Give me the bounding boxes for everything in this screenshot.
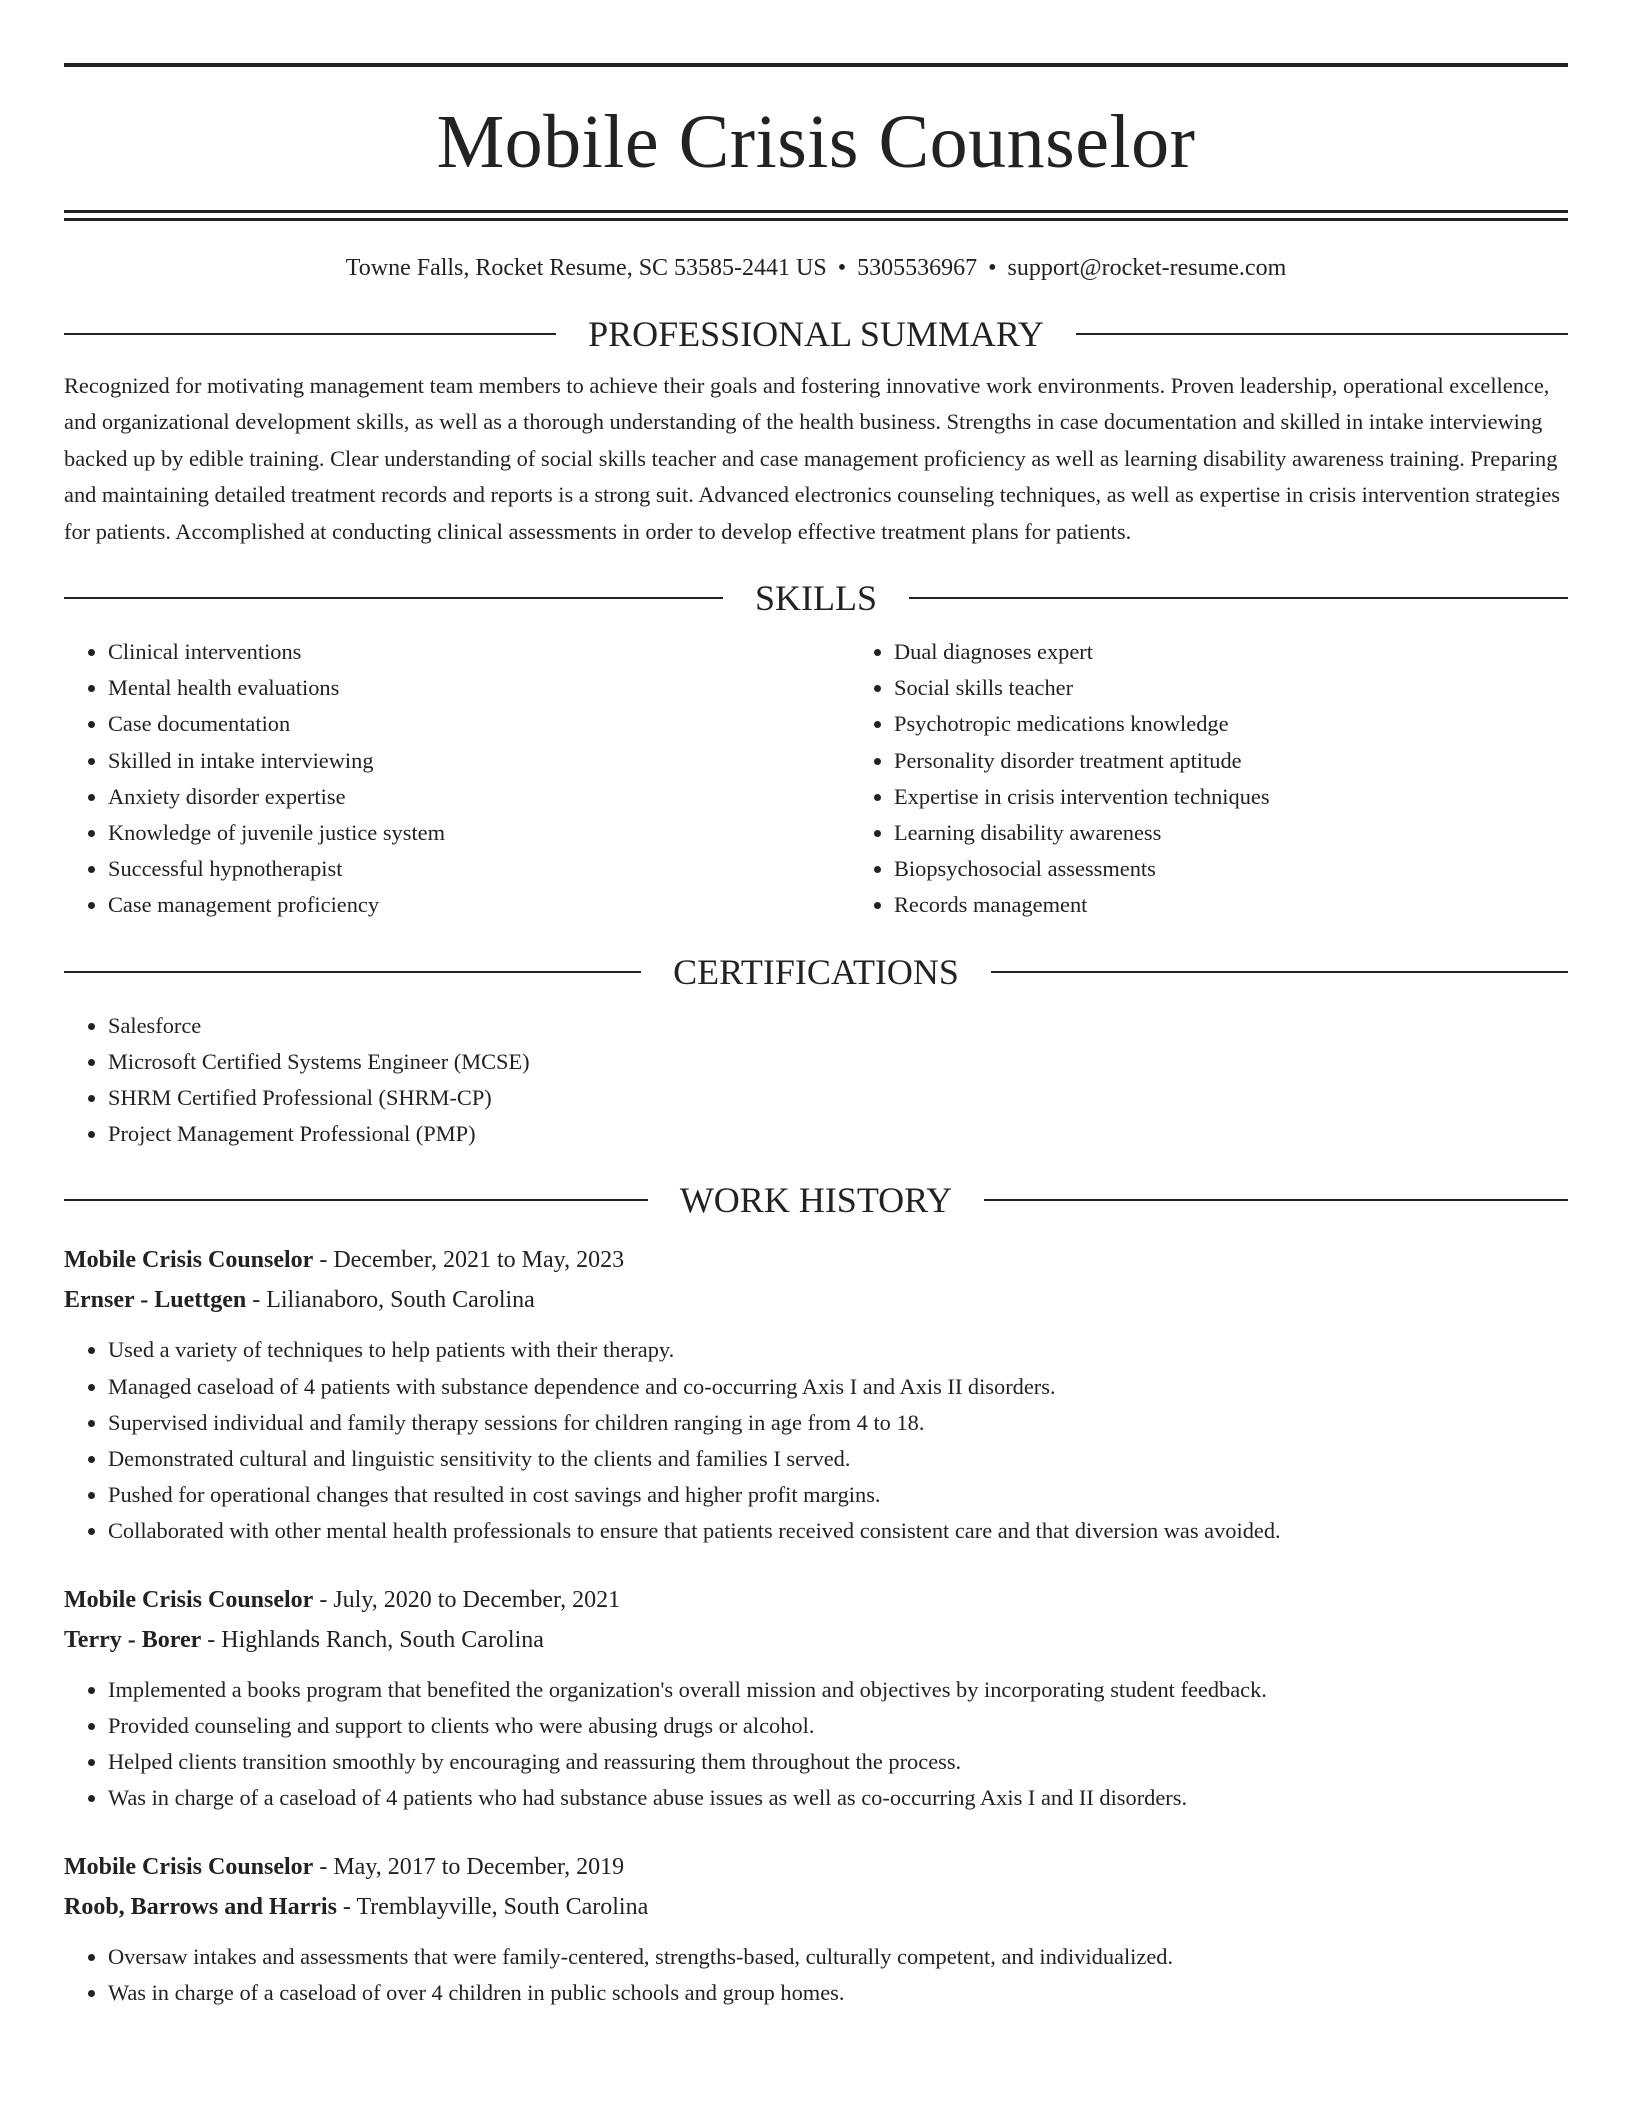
job-bullet: • Oversaw intakes and assessments that were family-centered, strengths-based, culturally competent, and individualized. xyxy=(108,1939,1568,1975)
skill-item: • Skilled in intake interviewing xyxy=(108,743,850,779)
skill-item: • Case management proficiency xyxy=(108,887,850,923)
skills-list-left xyxy=(64,634,850,924)
job-bullets xyxy=(64,1672,1568,1817)
job-title: Mobile Crisis Counselor xyxy=(64,1853,314,1880)
job-entry xyxy=(64,1240,1568,1549)
job-bullet: • Collaborated with other mental health professionals to ensure that patients received consistent care and that diversion was avoided. xyxy=(108,1513,1568,1549)
section-heading-certifications xyxy=(64,950,1568,994)
contact-email: support@rocket-resume.com xyxy=(1007,255,1287,281)
job-bullet: • Helped clients transition smoothly by encouraging and reassuring them throughout the process. xyxy=(108,1744,1568,1780)
section-title: SKILLS xyxy=(755,578,878,619)
skill-item: • Knowledge of juvenile justice system xyxy=(108,815,850,851)
job-title-line xyxy=(64,1847,1568,1887)
job-location: - Tremblayville, South Carolina xyxy=(336,1893,649,1920)
certification-item: • Salesforce xyxy=(108,1008,1568,1044)
skill-item: • Expertise in crisis intervention techniques xyxy=(894,779,1632,815)
job-location: - Lilianaboro, South Carolina xyxy=(246,1287,535,1314)
job-entry xyxy=(64,1580,1568,1817)
section-title: CERTIFICATIONS xyxy=(673,951,959,992)
job-bullet: • Implemented a books program that benefited the organization's overall mission and objectives by incorporating student feedback. xyxy=(108,1672,1568,1708)
job-bullet: • Demonstrated cultural and linguistic sensitivity to the clients and families I served. xyxy=(108,1441,1568,1477)
skill-item: • Records management xyxy=(894,887,1632,923)
job-dates: - May, 2017 to December, 2019 xyxy=(313,1853,625,1880)
job-location: - Highlands Ranch, South Carolina xyxy=(201,1626,544,1653)
heading-rule-left xyxy=(64,597,723,599)
job-bullet: • Provided counseling and support to clients who were abusing drugs or alcohol. xyxy=(108,1708,1568,1744)
job-title: Mobile Crisis Counselor xyxy=(64,1247,314,1274)
section-title: PROFESSIONAL SUMMARY xyxy=(588,314,1044,354)
job-company: Ernser - Luettgen xyxy=(64,1287,247,1314)
heading-rule-right xyxy=(1076,333,1568,335)
job-bullet: • Managed caseload of 4 patients with substance dependence and co-occurring Axis I and Axis II disorders. xyxy=(108,1369,1568,1405)
section-heading-summary xyxy=(64,312,1568,356)
job-dates: - December, 2021 to May, 2023 xyxy=(313,1247,625,1274)
job-bullet: • Supervised individual and family therapy sessions for children ranging in age from 4 to 18. xyxy=(108,1405,1568,1441)
certifications-list xyxy=(64,1008,1568,1153)
contact-address: Towne Falls, Rocket Resume, SC 53585-2441 US xyxy=(345,255,827,281)
job-title-line xyxy=(64,1240,1568,1280)
heading-rule-left xyxy=(64,1199,648,1201)
heading-rule-left xyxy=(64,333,556,335)
section-title: WORK HISTORY xyxy=(679,1180,953,1221)
job-company: Roob, Barrows and Harris xyxy=(64,1893,337,1920)
job-entry xyxy=(64,1847,1568,2011)
summary-text: Recognized for motivating management team members to achieve their goals and fostering innovative work environments. Proven leadership, operational excellence, and organizational development skills, as well as a thorough understanding of the health business. Strengths in case documentation and skilled in intake interviewing backed up by edible training. Clear understanding of social skills teacher and case management proficiency as well as learning disability awareness training. Preparing and maintaining detailed treatment records and reports is a strong suit. Advanced electronics counseling techniques, as well as expertise in crisis intervention strategies for patients. Accomplished at conducting clinical assessments in order to develop effective treatment plans for patients. xyxy=(64,373,1560,544)
contact-line xyxy=(64,253,1568,283)
title-double-rule xyxy=(64,210,1568,221)
skill-item: • Learning disability awareness xyxy=(894,815,1632,851)
contact-phone: 5305536967 xyxy=(857,255,978,281)
contact-separator: • xyxy=(837,255,847,281)
certification-item: • Microsoft Certified Systems Engineer (MCSE) xyxy=(108,1044,1568,1080)
job-company-line xyxy=(64,1887,1568,1927)
skill-item: • Personality disorder treatment aptitude xyxy=(894,743,1632,779)
certification-item: • Project Management Professional (PMP) xyxy=(108,1116,1568,1152)
skill-item: • Social skills teacher xyxy=(894,670,1632,706)
job-company-line xyxy=(64,1620,1568,1660)
job-dates: - July, 2020 to December, 2021 xyxy=(313,1586,621,1613)
heading-rule-right xyxy=(991,971,1568,973)
section-heading-work-history xyxy=(64,1178,1568,1222)
job-bullet: • Used a variety of techniques to help patients with their therapy. xyxy=(108,1332,1568,1368)
skill-item: • Successful hypnotherapist xyxy=(108,851,850,887)
section-heading-skills xyxy=(64,576,1568,620)
job-title: Mobile Crisis Counselor xyxy=(64,1586,314,1613)
certification-item: • SHRM Certified Professional (SHRM-CP) xyxy=(108,1080,1568,1116)
skill-item: • Dual diagnoses expert xyxy=(894,634,1632,670)
job-company-line xyxy=(64,1280,1568,1320)
skill-item: • Case documentation xyxy=(108,706,850,742)
heading-rule-right xyxy=(984,1199,1568,1201)
skill-item: • Psychotropic medications knowledge xyxy=(894,706,1632,742)
top-rule xyxy=(64,63,1568,67)
job-company: Terry - Borer xyxy=(64,1626,202,1653)
heading-rule-left xyxy=(64,971,641,973)
heading-rule-right xyxy=(909,597,1568,599)
skill-item: • Clinical interventions xyxy=(108,634,850,670)
skill-item: • Anxiety disorder expertise xyxy=(108,779,850,815)
job-bullets xyxy=(64,1939,1568,2011)
skills-columns xyxy=(64,634,1568,924)
job-title-line xyxy=(64,1580,1568,1620)
skill-item: • Biopsychosocial assessments xyxy=(894,851,1632,887)
job-bullet: • Was in charge of a caseload of over 4 children in public schools and group homes. xyxy=(108,1975,1568,2011)
skill-item: • Mental health evaluations xyxy=(108,670,850,706)
skills-list-right xyxy=(850,634,1632,924)
job-bullet: • Pushed for operational changes that resulted in cost savings and higher profit margins. xyxy=(108,1477,1568,1513)
job-bullet: • Was in charge of a caseload of 4 patients who had substance abuse issues as well as co-occurring Axis I and II disorders. xyxy=(108,1780,1568,1816)
contact-separator: • xyxy=(988,255,997,281)
job-bullets xyxy=(64,1332,1568,1549)
resume-title: Mobile Crisis Counselor xyxy=(436,100,1196,184)
resume-page xyxy=(64,0,1568,2011)
